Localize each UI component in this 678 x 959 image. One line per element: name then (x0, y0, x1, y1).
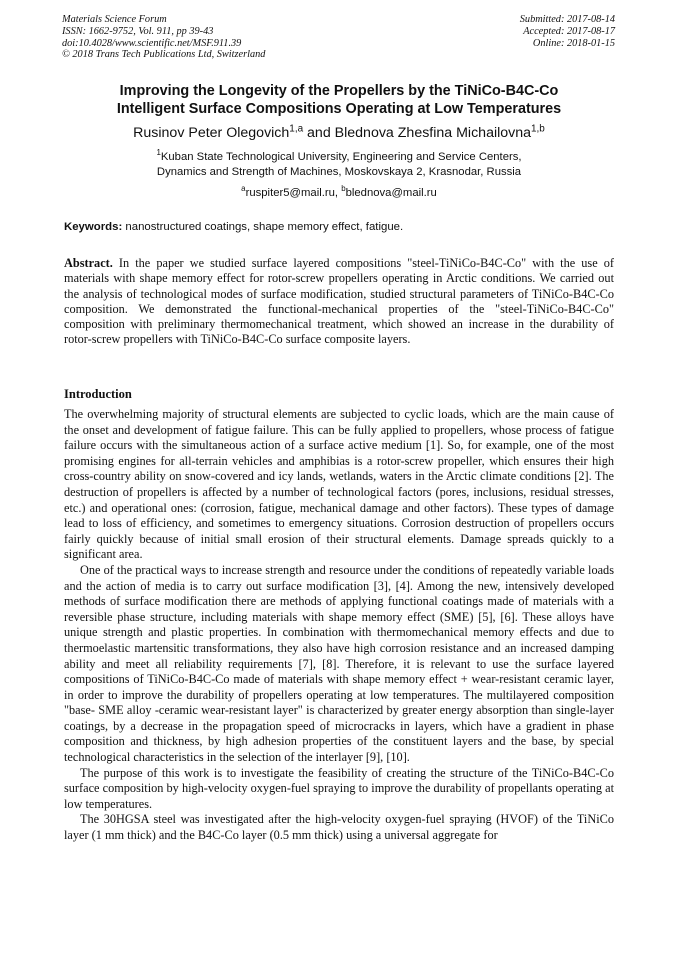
paragraph: The purpose of this work is to investigate the feasibility of creating the structure of the TiNiCo-B4C-Co surface composition by high-velocity oxygen-fuel spraying to improve the durability of propellants operating at low temperatures. (64, 765, 614, 811)
keywords (64, 220, 614, 235)
email-b-marker: b (341, 184, 346, 194)
introduction-body (64, 407, 614, 844)
paragraph: The overwhelming majority of structural elements are subjected to cyclic loads, which are the main cause of the onset and development of fatigue failure. This can be fully applied to propellers, whose process of fatigue failure occurs with the simultaneous action of a surface active medium [1]. So, for example, one of the most promising engines for all-terrain vehicles and amphibias is a rotor-screw propeller, which ensures their high cross-country ability on snow-covered and icy lands, wetlands, waters in the Arctic climate conditions [2]. The destruction of propellers is affected by a number of technological factors (pores, inclusions, residual stresses, etc.) and operational ones: (corrosion, fatigue, mechanical damage and other factors). These types of damage lead to loss of efficiency, and sometimes to emergency situations. Corrosion destruction of propellers occurs fairly quickly because of initial small erosion of their structural elements. Damage spreads quickly to a significant area. (64, 407, 614, 562)
author-2: Blednova Zhesfina Michailovna (334, 125, 532, 141)
date-submitted: Submitted: 2017-08-14 (519, 14, 615, 25)
keywords-label: Keywords: (64, 221, 123, 233)
paragraph: One of the practical ways to increase strength and resource under the conditions of repeatedly variable loads and the action of media is to carry out surface modification [3], [4]. Among the new, intensively developed methods of surface modification there are methods of applying functional coatings made of materials with a reversible phase structure, including materials with shape memory effect (SME) [5], [6]. These alloys have unique strength and plastic properties. In combination with thermomechanical memory effects and due to thermoelastic martensitic transformations, they also have high corrosion resistance and an increased damping ability and meet all reliability requirements [7], [8]. Therefore, it is relevant to use the surface layered compositions of TiNiCo-B4C-Co made of materials with shape memory effect + wear-resistant ceramic layer, in order to improve the durability of propellers operating at low temperatures. The multilayered composition "base- SME alloy -ceramic wear-resistant layer" is characterized by greater energy absorption than single-layer coatings, by a decrease in the propagation speed of microcracks in layers, which have a gradient in phase composition and thickness, by high adhesion properties of the constituent layers and the base, by special technological characteristics in the selection of the interlayer [9], [10]. (64, 562, 614, 765)
author-2-affil: 1,b (531, 123, 545, 135)
author-1: Rusinov Peter Olegovich (133, 125, 290, 141)
paper-title (40, 82, 638, 118)
email-a[interactable]: ruspiter5@mail.ru (245, 187, 335, 199)
section-heading-introduction: Introduction (64, 387, 132, 401)
author-list (20, 124, 658, 142)
abstract-label: Abstract. (64, 256, 113, 270)
abstract (64, 256, 614, 348)
journal-info (62, 14, 265, 61)
title-line-1: Improving the Longevity of the Propellers by the TiNiCo-B4C-Co (119, 83, 559, 99)
date-online: Online: 2018-01-15 (532, 37, 615, 49)
affiliation-line-1: Kuban State Technological University, Engineering and Service Centers, (160, 151, 522, 163)
email-b[interactable]: blednova@mail.ru (345, 187, 437, 199)
journal-name: Materials Science Forum (62, 14, 167, 25)
email-a-marker: a (241, 184, 246, 194)
keywords-text: nanostructured coatings, shape memory effect, fatigue. (122, 221, 404, 233)
paragraph: The 30HGSA steel was investigated after the high-velocity oxygen-fuel spraying (HVOF) of the TiNiCo layer (1 mm thick) and the B4C-Co layer (0.5 mm thick) using a universal aggregate for (64, 812, 614, 843)
author-emails (20, 186, 658, 201)
journal-doi: doi:10.4028/www.scientific.net/MSF.911.39 (62, 37, 242, 49)
journal-issn: ISSN: 1662-9752, Vol. 911, pp 39-43 (62, 25, 214, 37)
author-conjunction: and (303, 125, 335, 141)
affiliation (20, 150, 658, 180)
author-1-affil: 1,a (289, 123, 304, 135)
abstract-text: In the paper we studied surface layered compositions "steel-TiNiCo-B4C-Co" with the use of materials with shape memory effect for rotor-screw propellers operating in Arctic conditions. We carried out the analysis of technological modes of surface modification, studied structural parameters of TiNiCo-B4C-Co composition. We demonstrated the functional-mechanical properties of the "steel-TiNiCo-B4C-Co" composition with preliminary thermomechanical treatment, which showed an increase in the durability of rotor-screw propellers with TiNiCo-B4C-Co surface composite layers. (64, 256, 614, 347)
title-line-2: Intelligent Surface Compositions Operating at Low Temperatures (116, 101, 562, 117)
affiliation-line-2: Dynamics and Strength of Machines, Moskovskaya 2, Krasnodar, Russia (156, 166, 522, 178)
journal-copyright: © 2018 Trans Tech Publications Ltd, Switzerland (62, 49, 266, 61)
email-separator: , (334, 187, 342, 199)
date-accepted: Accepted: 2017-08-17 (523, 25, 615, 37)
publication-dates (520, 14, 615, 49)
affiliation-marker: 1 (156, 148, 161, 158)
